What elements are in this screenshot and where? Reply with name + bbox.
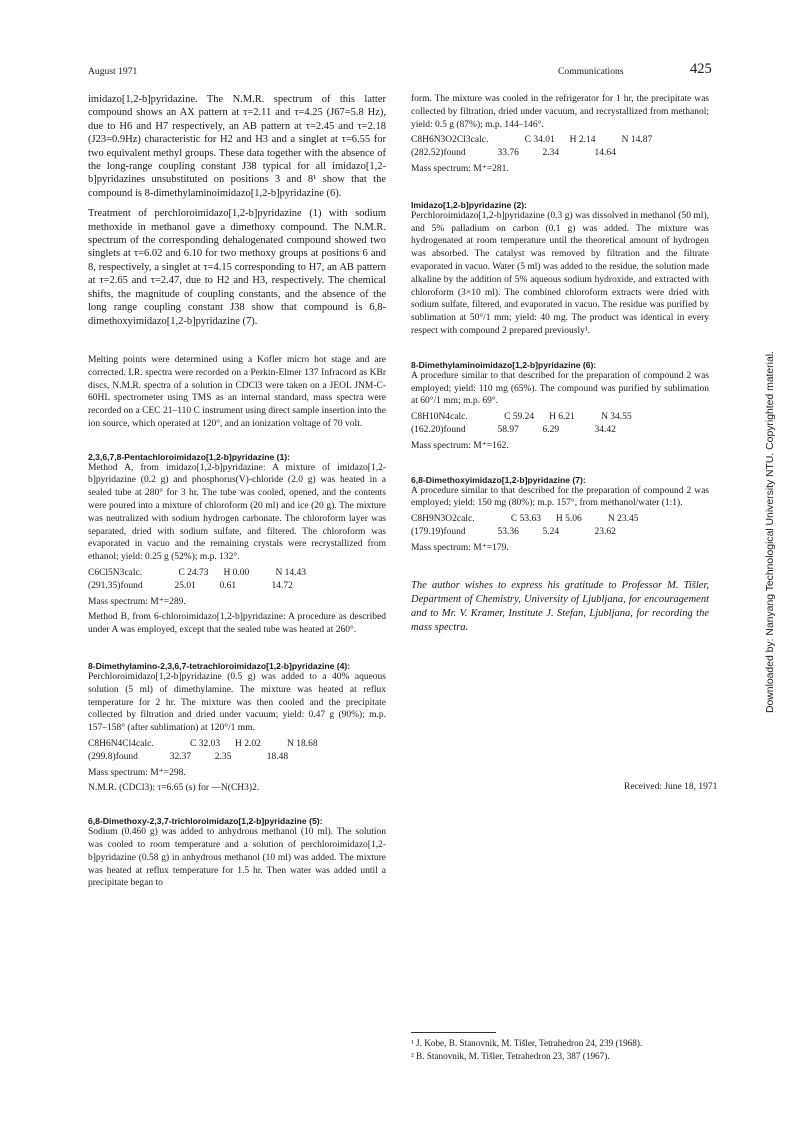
received-date: Received: June 18, 1971 [624,782,718,792]
compound-4-nmr: N.M.R. (CDCl3): τ=6.65 (s) for —N(CH3)2. [88,783,260,794]
analysis-cell: C 32.03 [190,739,221,750]
analysis-cell: 14.72 [271,580,293,591]
compound-2-heading: Imidazo[1,2-b]pyridazine (2): [411,199,528,210]
page-number: 425 [690,61,712,77]
analysis-cell: calc. [124,568,143,579]
analysis-cell: 2.35 [214,751,232,762]
analysis-cell: 34.42 [594,424,616,435]
analysis-cell: calc. [450,412,468,423]
footnote-1: ¹ J. Kobe, B. Stanovnik, M. Tišler, Tetrahedron 24, 239 (1968). [411,1038,643,1048]
compound-6-heading: 8-Dimethylaminoimidazo[1,2-b]pyridazine (6): [411,359,597,370]
analysis-cell: C8H9N3O2 [411,514,457,525]
analysis-row [411,147,709,160]
analysis-cell: 5.24 [542,526,560,537]
analysis-row [88,567,386,580]
analysis-cell: C6Cl5N3 [88,568,125,579]
compound-5-heading: 6,8-Dimethoxy-2,3,7-trichloroimidazo[1,2-b]pyridazine (5): [88,816,323,827]
compound-6-mass-spectrum: Mass spectrum: M⁺=162. [411,440,509,451]
compound-7-heading: 6,8-Dimethoxyimidazo[1,2-b]pyridazine (7): [411,474,586,485]
header-section: Communications [558,66,624,77]
analysis-cell: calc. [456,514,475,525]
acknowledgement: The author wishes to express his gratitude to Professor M. Tišler, Department of Chemistry, University of Ljubljana, for encouragement and to Mr. V. Kramer, Institute J. Stefan, Ljubljana, for recording the mass spectra. [411,579,709,633]
download-watermark-text: Downloaded by: Nanyang Technological University NTU. Copyrighted material. [765,351,776,713]
compound-2-text: Perchloroimidazo[1,2-b]pyridazine (0.3 g) was dissolved in methanol (50 ml), and 5% palladium on carbon (0.1 g) was added. The mixture was hydrogenated at room temperature until the theoretical amount of hydrogen was absorbed. The catalyst was removed by filtration and the filtrate evaporated in vacuo. Water (5 ml) was added to the residue, the solution made alkaline by the addition of 5% aqueous sodium hydroxide, and extracted with chloroform (3×10 ml). The combined chloroform extracts were dried with sodium sulfate, filtered, and evaporated in vacuo. The residue was purified by sublimation at 50°/1 mm; yield: 40 mg. The product was identical in every respect with compound 2 prepared previously¹. [411,210,709,336]
analysis-cell: 0.61 [219,580,237,591]
analysis-cell: (291.35) [88,580,121,591]
download-watermark [765,345,779,713]
analysis-cell: found [443,526,466,537]
analysis-cell: C 53.63 [510,514,542,525]
analysis-row [411,411,709,424]
intro-paragraph-1: imidazo[1,2-b]pyridazine. The N.M.R. spectrum of this latter compound shows an AX pattern at τ=2.11 and τ=4.25 (J67=5.8 Hz), due to H6 and H7 respectively, an AB pattern at τ=2.45 and τ=2.18 (J23=0.9Hz) characteristic for H2 and H3 and a singlet at τ=6.55 for two equivalent methyl groups. These data together with the absence of the long-range coupling constant J38 typical for all imidazo[1,2-b]pyridazines unsubstituted on positions 3 and 8¹ show that the compound is 8-dimethylaminoimidazo[1,2-b]pyridazine (6). [88,94,386,199]
compound-6-analysis [411,411,709,437]
compound-5-analysis [411,134,709,160]
compound-1-method-b: Method B, from 6-chloroimidazo[1,2-b]pyridazine: A procedure as described under A was employed, except that the sealed tube was heated at 260°. [88,612,386,636]
compound-7-analysis [411,513,709,539]
compound-5-text: Sodium (0.460 g) was added to anhydrous methanol (10 ml). The solution was cooled to room temperature and a solution of perchloroimidazo[1,2-b]pyridazine (0.58 g) in anhydrous methanol (10 ml) was added. The mixture was heated at reflux temperature for 1.5 hr. Then water was added until a precipitate began to [88,827,386,889]
analysis-cell: 6.29 [542,424,560,435]
analysis-cell: found [120,580,143,591]
analysis-cell: 58.97 [497,424,519,435]
analysis-row [88,580,386,593]
left-column [88,93,386,890]
compound-7-text: A procedure similar to that described for the preparation of compound 2 was employed; yield: 150 mg (80%); m.p. 157°, from methanol/water (1:1). [411,485,709,509]
analysis-cell: 25.01 [174,580,196,591]
compound-5-mass-spectrum: Mass spectrum: M⁺=281. [411,163,509,174]
compound-1-method-a: Method A, from imidazo[1,2-b]pyridazine: A mixture of imidazo[1,2-b]pyridazine (0.2 g) and phosphorus(V)-chloride (2.0 g) was heated in a sealed tube at 280° for 3 hr. The tube was cooled, opened, and the contents were poured into a mixture of chloroform (20 ml) and ice (20 g). The mixture was neutralized with sodium hydrogen carbonate. The chloroform layer was separated, dried with sodium sulfate, and filtered. The chloroform was evaporated in vacuo and the remaining crystals were recrystallized from ethanol; yield: 0.25 g (52%); m.p. 132°. [88,462,386,563]
analysis-cell: 23.62 [594,526,616,537]
footnote-rule [411,1032,496,1033]
analysis-cell: (299.8) [88,751,116,762]
analysis-cell: (179.19) [411,526,444,537]
compound-1-analysis [88,567,386,593]
analysis-row [411,526,709,539]
analysis-cell: calc. [136,739,154,750]
analysis-cell: found [443,424,466,435]
analysis-row [411,513,709,526]
analysis-cell: 33.76 [497,148,519,159]
analysis-cell: N 14.87 [621,135,653,146]
right-column [411,93,709,635]
compound-1-heading: 2,3,6,7,8-Pentachloroimidazo[1,2-b]pyridazine (1): [88,451,290,462]
analysis-cell: 53.36 [497,526,519,537]
analysis-row [88,751,386,764]
intro-paragraph-2: Treatment of perchloroimidazo[1,2-b]pyridazine (1) with sodium methoxide in methanol gave a dimethoxy compound. The N.M.R. spectrum of the corresponding dehalogenated compound showed two singlets at τ=6.02 and 6.10 for two methoxy groups at positions 6 and 8, respectively, a singlet at τ=4.15 corresponding to H7, an AB pattern at τ=2.65 and τ=2.47, due to H2 and H3, respectively. The chemical shifts, the magnitude of coupling constants, and the absence of the long range coupling constant J38 show that compound is 6,8-dimethoxyimidazo[1,2-b]pyridazine (7). [88,208,386,327]
analysis-cell: found [115,751,138,762]
analysis-cell: C8H6N3O2Cl3 [411,135,471,146]
experimental-paragraph: Melting points were determined using a Kofler micro hot stage and are corrected. I.R. spectra were recorded on a Perkin-Elmer 137 Infracord as KBr discs, N.M.R. spectra of a solution in CDCl3 were taken on a JEOL JNM-C-60HL spectrometer using TMS as an internal standard, mass spectra were recorded on a CEC 21–110 C instrument using direct sample insertion into the ion source, which operated at 120°, and an ionization voltage of 70 volt. [88,354,386,429]
compound-7-mass-spectrum: Mass spectrum: M⁺=179. [411,542,509,553]
analysis-cell: H 5.06 [555,514,582,525]
compound-4-mass-spectrum: Mass spectrum: M⁺=298. [88,767,186,778]
analysis-cell: 18.48 [266,751,289,762]
compound-4-text: Perchloroimidazo[1,2-b]pyridazine (0.5 g) was added to a 40% aqueous solution (5 ml) of dimethylamine. The mixture was heated at reflux temperature for 2 hr. The mixture was then cooled and the precipitate collected by filtration and dried under vacuum; yield: 0.47 g (90%); m.p. 157–158° (after sublimation) at 120°/1 mm. [88,672,386,734]
analysis-row [411,424,709,437]
compound-1-mass-spectrum: Mass spectrum: M⁺=289. [88,596,186,607]
analysis-cell: C8H6N4Cl4 [88,739,137,750]
compound-5-continuation: form. The mixture was cooled in the refrigerator for 1 hr, the precipitate was collected by filtration, dried under vacuum, and recrystallized from methanol; yield: 0.5 g (87%); m.p. 144–146°. [411,94,709,130]
analysis-cell: (282.52) [411,148,444,159]
footnote-2: ² B. Stanovnik, M. Tišler, Tetrahedron 23, 387 (1967). [411,1051,610,1061]
analysis-cell: N 18.68 [287,739,318,750]
analysis-cell: H 2.14 [569,135,596,146]
analysis-cell: C 24.73 [178,568,209,579]
compound-4-heading: 8-Dimethylamino-2,3,6,7-tetrachloroimidazo[1,2-b]pyridazine (4): [88,661,351,672]
analysis-cell: N 14.43 [275,568,307,579]
analysis-cell: found [443,148,466,159]
analysis-cell: C 59.24 [504,412,535,423]
header-date: August 1971 [88,66,138,77]
analysis-cell: H 6.21 [549,412,575,423]
analysis-cell: (162.20) [411,424,444,435]
analysis-cell: N 23.45 [607,514,639,525]
compound-4-analysis [88,738,386,764]
analysis-cell: calc. [470,135,489,146]
compound-6-text: A procedure similar to that described for the preparation of compound 2 was employed; yield: 110 mg (65%). The compound was purified by sublimation at 60°/1 mm; m.p. 69°. [411,370,709,407]
analysis-cell: 2.34 [542,148,560,159]
analysis-cell: 14.64 [594,148,616,159]
analysis-row [411,134,709,147]
analysis-cell: H 2.02 [235,739,261,750]
analysis-cell: C8H10N4 [411,412,451,423]
analysis-row [88,738,386,751]
analysis-cell: N 34.55 [601,412,632,423]
analysis-cell: 32.37 [169,751,192,762]
analysis-cell: H 0.00 [223,568,250,579]
analysis-cell: C 34.01 [524,135,555,146]
